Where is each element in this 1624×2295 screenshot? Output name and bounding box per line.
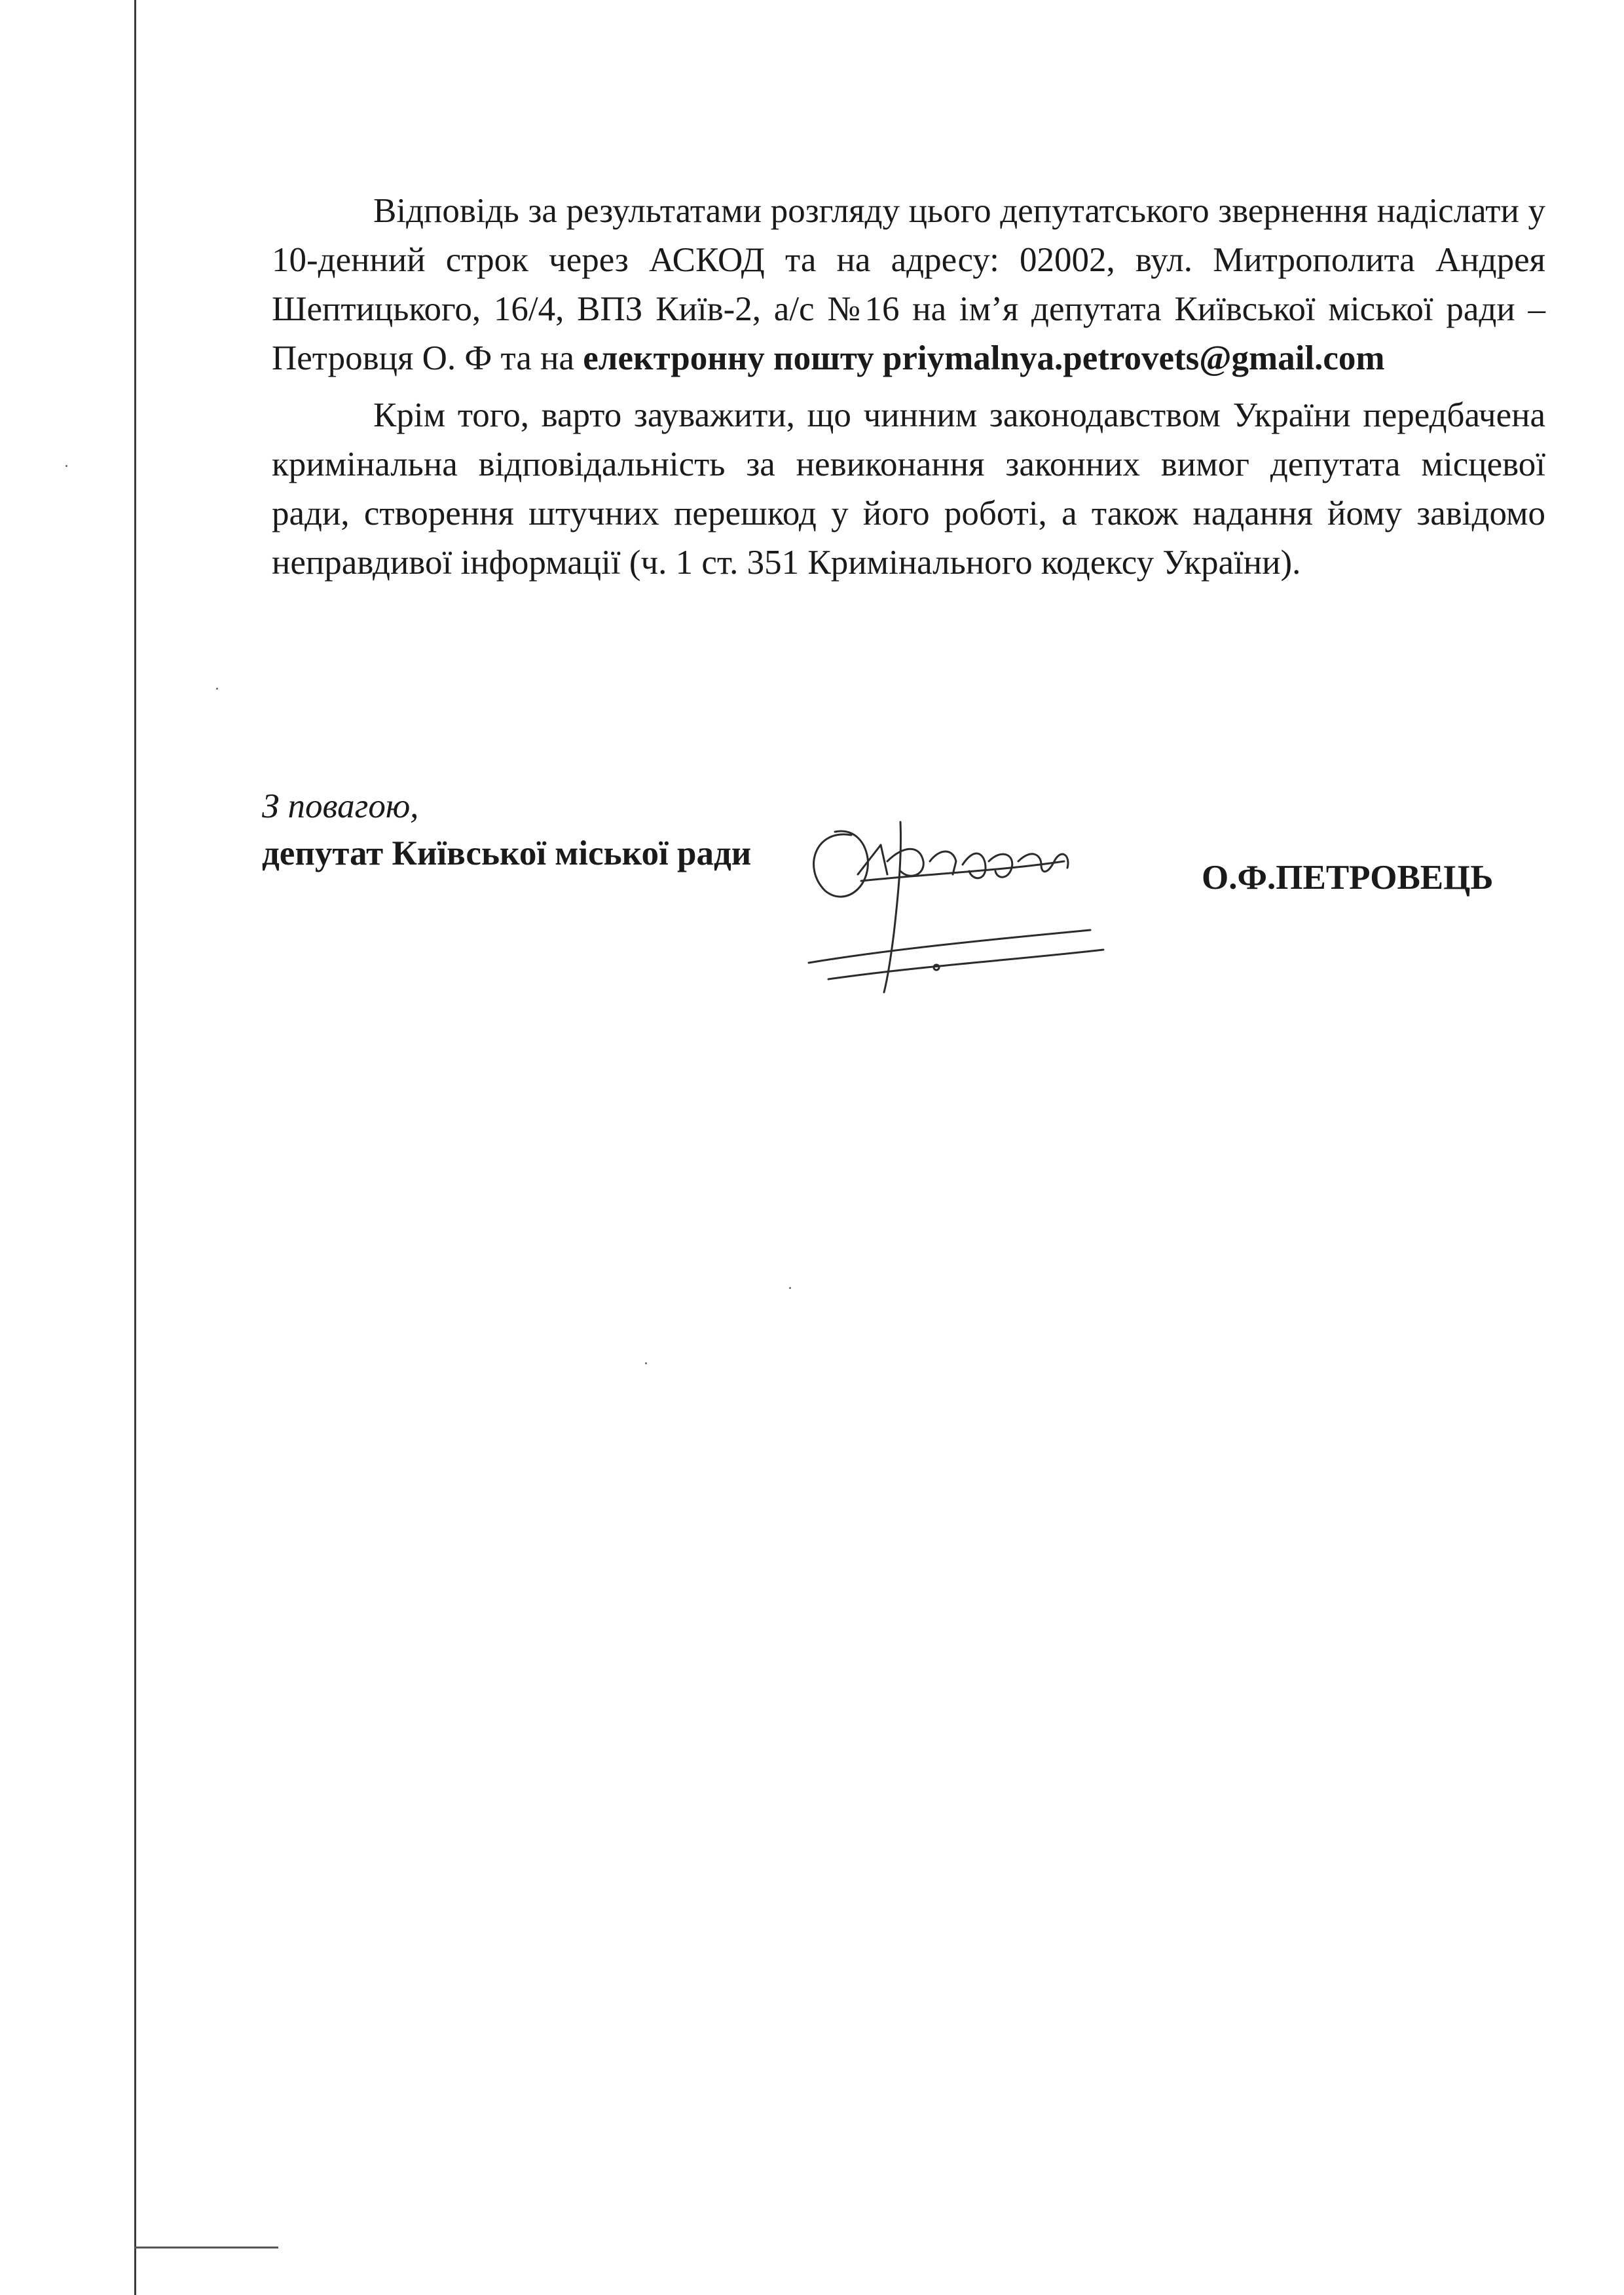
signature-stroke <box>884 822 901 992</box>
signature-stroke <box>858 845 887 874</box>
scan-speck <box>216 688 218 690</box>
signature-stroke <box>989 854 1012 877</box>
scan-speck <box>65 465 67 467</box>
email-contact: електронну пошту priymalnya.petrovets@gmail.com <box>583 339 1385 377</box>
response-request-paragraph <box>272 187 1545 383</box>
signature-stroke <box>809 930 1090 963</box>
closing-greeting: З повагою, <box>262 787 419 825</box>
signature-stroke <box>930 851 956 874</box>
liability-notice-paragraph: Крім того, варто зауважити, що чинним законодавством України передбачена кримінальна відповідальність за невиконання законних вимог депутата місцевої ради, створення штучних перешкод у його роботі, а також надання йому завідомо неправдивої інформації (ч. 1 ст. 351 Кримінального кодексу України). <box>272 396 1545 582</box>
closing-block <box>262 783 751 877</box>
signature-stroke <box>963 853 986 878</box>
scan-corner-mark <box>134 2247 278 2248</box>
scan-edge-line <box>134 0 136 2295</box>
signer-name: О.Ф.ПЕТРОВЕЦЬ <box>1202 859 1494 897</box>
response-request-text: Відповідь за результатами розгляду цього депутатського звернення надіслати у 10-денний строк через АСКОД та на адресу: 02002, вул. Митрополита Андрея Шептицького, 16/4, ВПЗ Київ-2, а/с №16 на ім’я депутата Київської міської ради – Петровця О. Ф та на <box>272 192 1545 377</box>
signer-position: депутат Київської міської ради <box>262 834 752 872</box>
scan-speck <box>789 1287 791 1289</box>
signature-stroke <box>887 849 923 876</box>
letter-body <box>272 187 1545 588</box>
scan-speck <box>645 1362 647 1364</box>
signature-stroke <box>814 831 868 897</box>
handwritten-signature <box>789 783 1156 1005</box>
